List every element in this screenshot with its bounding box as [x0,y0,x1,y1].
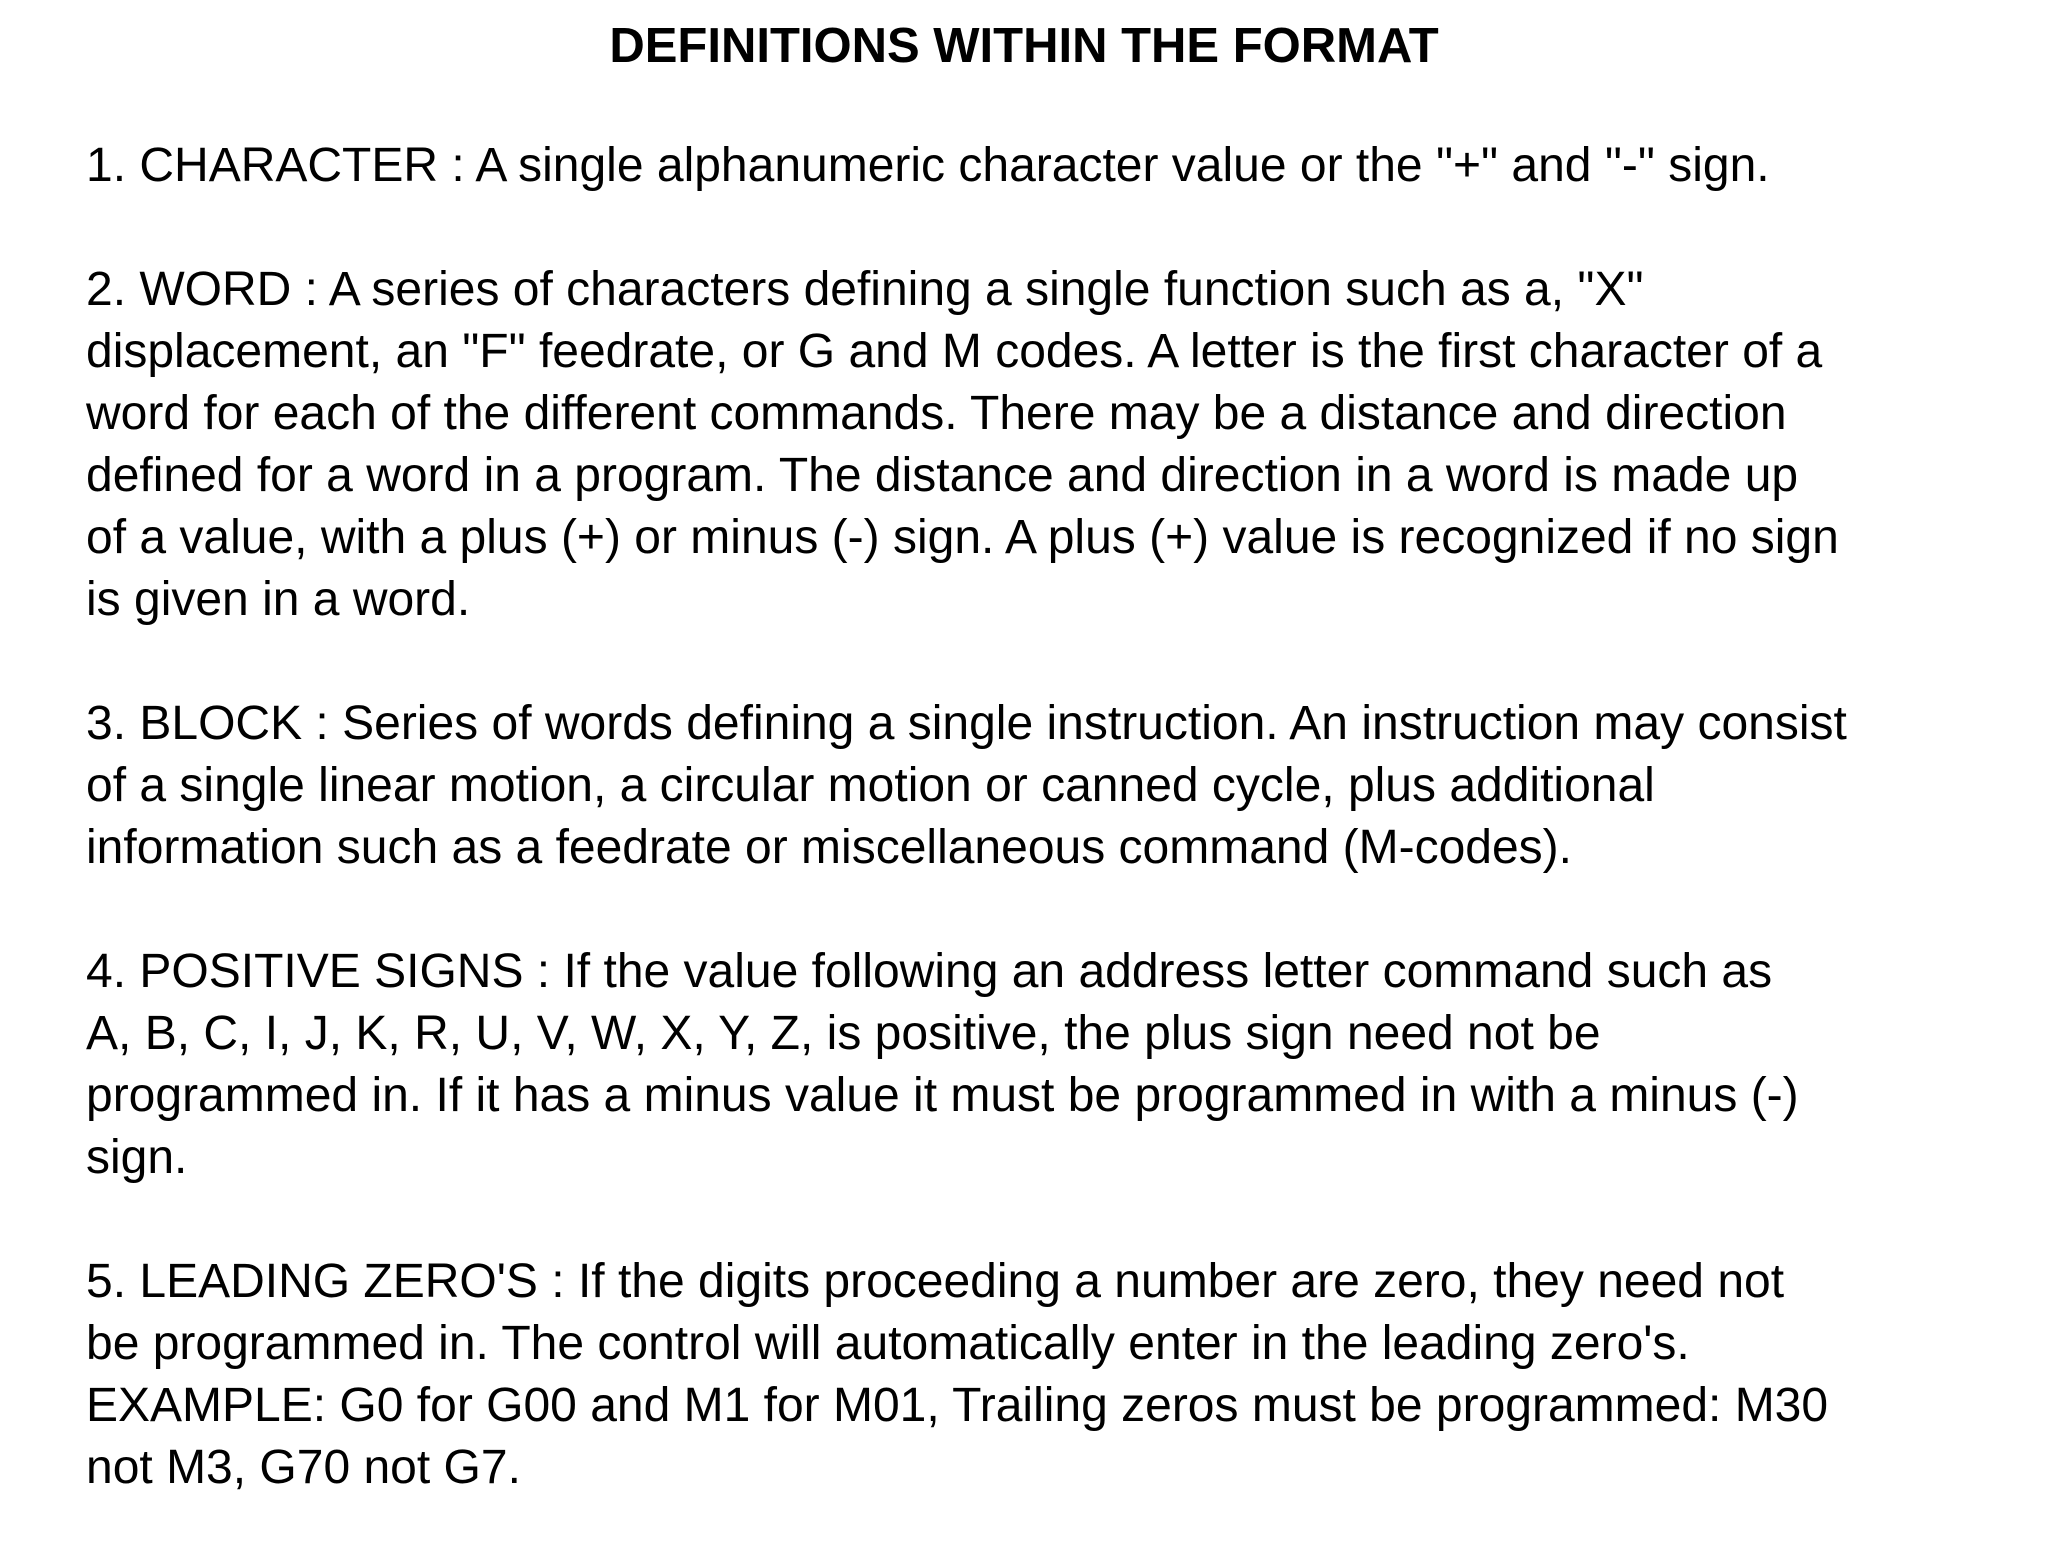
definition-leading-zeros [86,1251,2016,1499]
definition-block [86,693,2016,879]
definition-line: 4. POSITIVE SIGNS : If the value following an address letter command such as [86,945,1773,998]
definition-character [86,135,2016,197]
definition-line: sign. [86,1131,188,1184]
definition-line: defined for a word in a program. The distance and direction in a word is made up [86,449,1799,502]
definition-line: 5. LEADING ZERO'S : If the digits proceeding a number are zero, they need not [86,1255,1785,1308]
definition-line: of a value, with a plus (+) or minus (-) sign. A plus (+) value is recognized if no sign [86,511,1839,564]
definition-line: not M3, G70 not G7. [86,1441,521,1494]
definition-line: 1. CHARACTER : A single alphanumeric character value or the "+" and "-" sign. [86,139,1770,192]
definition-line: of a single linear motion, a circular motion or canned cycle, plus additional [86,759,1655,812]
definitions-list [86,135,2016,1561]
definition-line: is given in a word. [86,573,471,626]
definition-word [86,259,2016,631]
page-title: DEFINITIONS WITHIN THE FORMAT [609,19,1439,73]
definition-line: programmed in. If it has a minus value it must be programmed in with a minus (-) [86,1069,1799,1122]
definition-line: word for each of the different commands. There may be a distance and direction [86,387,1787,440]
definition-line: 2. WORD : A series of characters defining a single function such as a, "X" [86,263,1644,316]
definition-positive-signs [86,941,2016,1189]
definition-line: displacement, an "F" feedrate, or G and M codes. A letter is the first character of a [86,325,1823,378]
definition-line: be programmed in. The control will automatically enter in the leading zero's. [86,1317,1690,1370]
definition-line: EXAMPLE: G0 for G00 and M1 for M01, Trailing zeros must be programmed: M30 [86,1379,1829,1432]
definition-line: A, B, C, I, J, K, R, U, V, W, X, Y, Z, is positive, the plus sign need not be [86,1007,1601,1060]
definition-line: 3. BLOCK : Series of words defining a single instruction. An instruction may consist [86,697,1847,750]
definition-line: information such as a feedrate or miscellaneous command (M-codes). [86,821,1572,874]
